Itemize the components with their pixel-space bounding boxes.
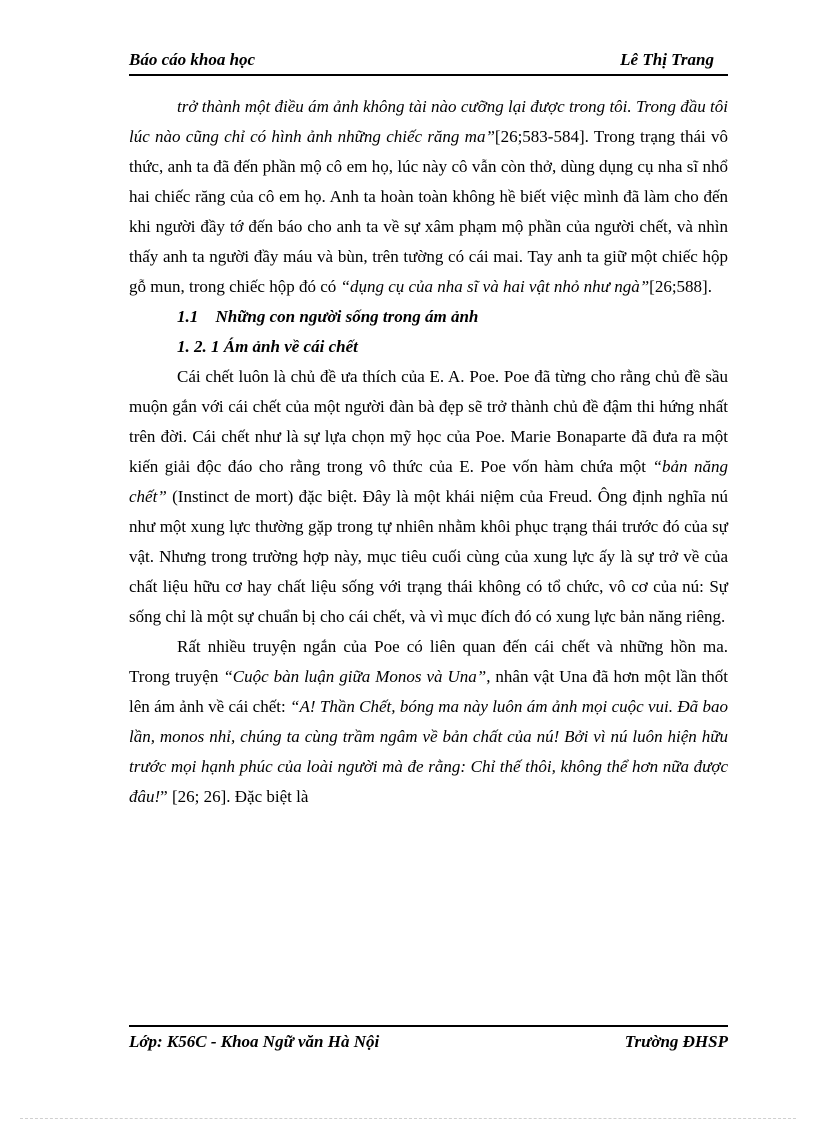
section-number: 1.1 — [177, 307, 199, 326]
subsection-title: Ám ảnh về cái chết — [223, 337, 358, 356]
paragraph-continuation — [129, 92, 728, 302]
footer-rule — [129, 1025, 728, 1027]
header-rule — [129, 74, 728, 76]
story-title: “Cuộc bàn luận giữa Monos và Una” — [223, 667, 487, 686]
page-header — [129, 50, 728, 72]
subsection-number: 1. 2. 1 — [177, 337, 220, 356]
subsection-heading — [129, 332, 728, 362]
body-text: Rất nhiều truyện ngắn của Poe có liên quan đến cái chết và những hồn ma. Trong truyện — [129, 637, 728, 686]
section-title: Những con người sống trong ám ảnh — [215, 307, 479, 326]
paragraph — [129, 362, 728, 632]
quote-text: “dụng cụ của nha sĩ và hai vật nhỏ như ngà” — [340, 277, 650, 296]
body-text: (Instinct de mort) đặc biệt. Đây là một khái niệm của Freud. Ông định nghĩa nú như một xung lực thường gặp trong tự nhiên nhằm khôi phục trạng thái trước đó của sự vật. Nhưng trong trường hợp này, mục tiêu cuối cùng của xung lực ấy là sự trở về của chất liệu hữu cơ hay chất liệu sống với trạng thái không có tổ chức, vô cơ của nú: Sự sống chỉ là một sự chuẩn bị cho cái chết, và vì mục đích đó có xung lực bản năng riêng. — [129, 487, 728, 626]
body-text: Cái chết luôn là chủ đề ưa thích của E. A. Poe. Poe đã từng cho rằng chủ đề sầu muộn gắn với cái chết của một người đàn bà đẹp sẽ trở thành chủ đề đậm thi hứng nhất trên đời. Cái chết như là sự lựa chọn mỹ học của Poe. Marie Bonaparte đã đưa ra một kiến giải độc đáo cho rằng trong vô thức của E. Poe vốn hàm chứa một — [129, 367, 728, 476]
footer-class: Lớp: K56C - Khoa Ngữ văn Hà Nội — [129, 1032, 380, 1051]
citation-text: ” [26; 26]. Đặc biệt là — [160, 787, 309, 806]
page-boundary — [20, 1118, 796, 1119]
quote-text: trở thành một điều ám ảnh không tài nào cưỡng lại được trong tôi. Trong đầu tôi lúc nào cũng chỉ có hình ảnh những chiếc răng ma” — [129, 97, 728, 146]
citation-text: [26;588]. — [649, 277, 712, 296]
header-title: Báo cáo khoa học — [129, 50, 256, 69]
body-text: , nhân vật Una đã hơn một lần thốt lên ám ảnh về cái chết: — [129, 667, 728, 716]
paragraph — [129, 632, 728, 812]
header-author: Lê Thị Trang — [620, 50, 714, 69]
quote-text: “bản năng chết” — [129, 457, 728, 506]
document-body — [129, 92, 728, 812]
footer-school: Trường ĐHSP — [624, 1032, 728, 1051]
quote-text: “A! Thần Chết, bóng ma này luôn ám ảnh mọi cuộc vui. Đã bao lần, monos nhỉ, chúng ta cùng trầm ngâm về bản chất của nú! Bởi vì nú luôn hiện hữu trước mọi hạnh phúc của loài người mà đe rằng: Chỉ thế thôi, không thể hơn nữa được đâu! — [129, 697, 728, 806]
body-text: [26;583-584]. Trong trạng thái vô thức, anh ta đã đến phần mộ cô em họ, lúc này cô vẫn còn thở, dùng dụng cụ nha sĩ nhổ hai chiếc răng của cô em họ. Anh ta hoàn toàn không hề biết việc mình đã làm cho đến khi người đầy tớ đến báo cho anh ta về sự xâm phạm mộ phần của người chết, và nhìn thấy anh ta người đầy máu và bùn, trên tường có cái mai. Tay anh ta giữ một chiếc hộp gỗ mun, trong chiếc hộp đó có — [129, 127, 728, 296]
section-heading — [129, 302, 728, 332]
